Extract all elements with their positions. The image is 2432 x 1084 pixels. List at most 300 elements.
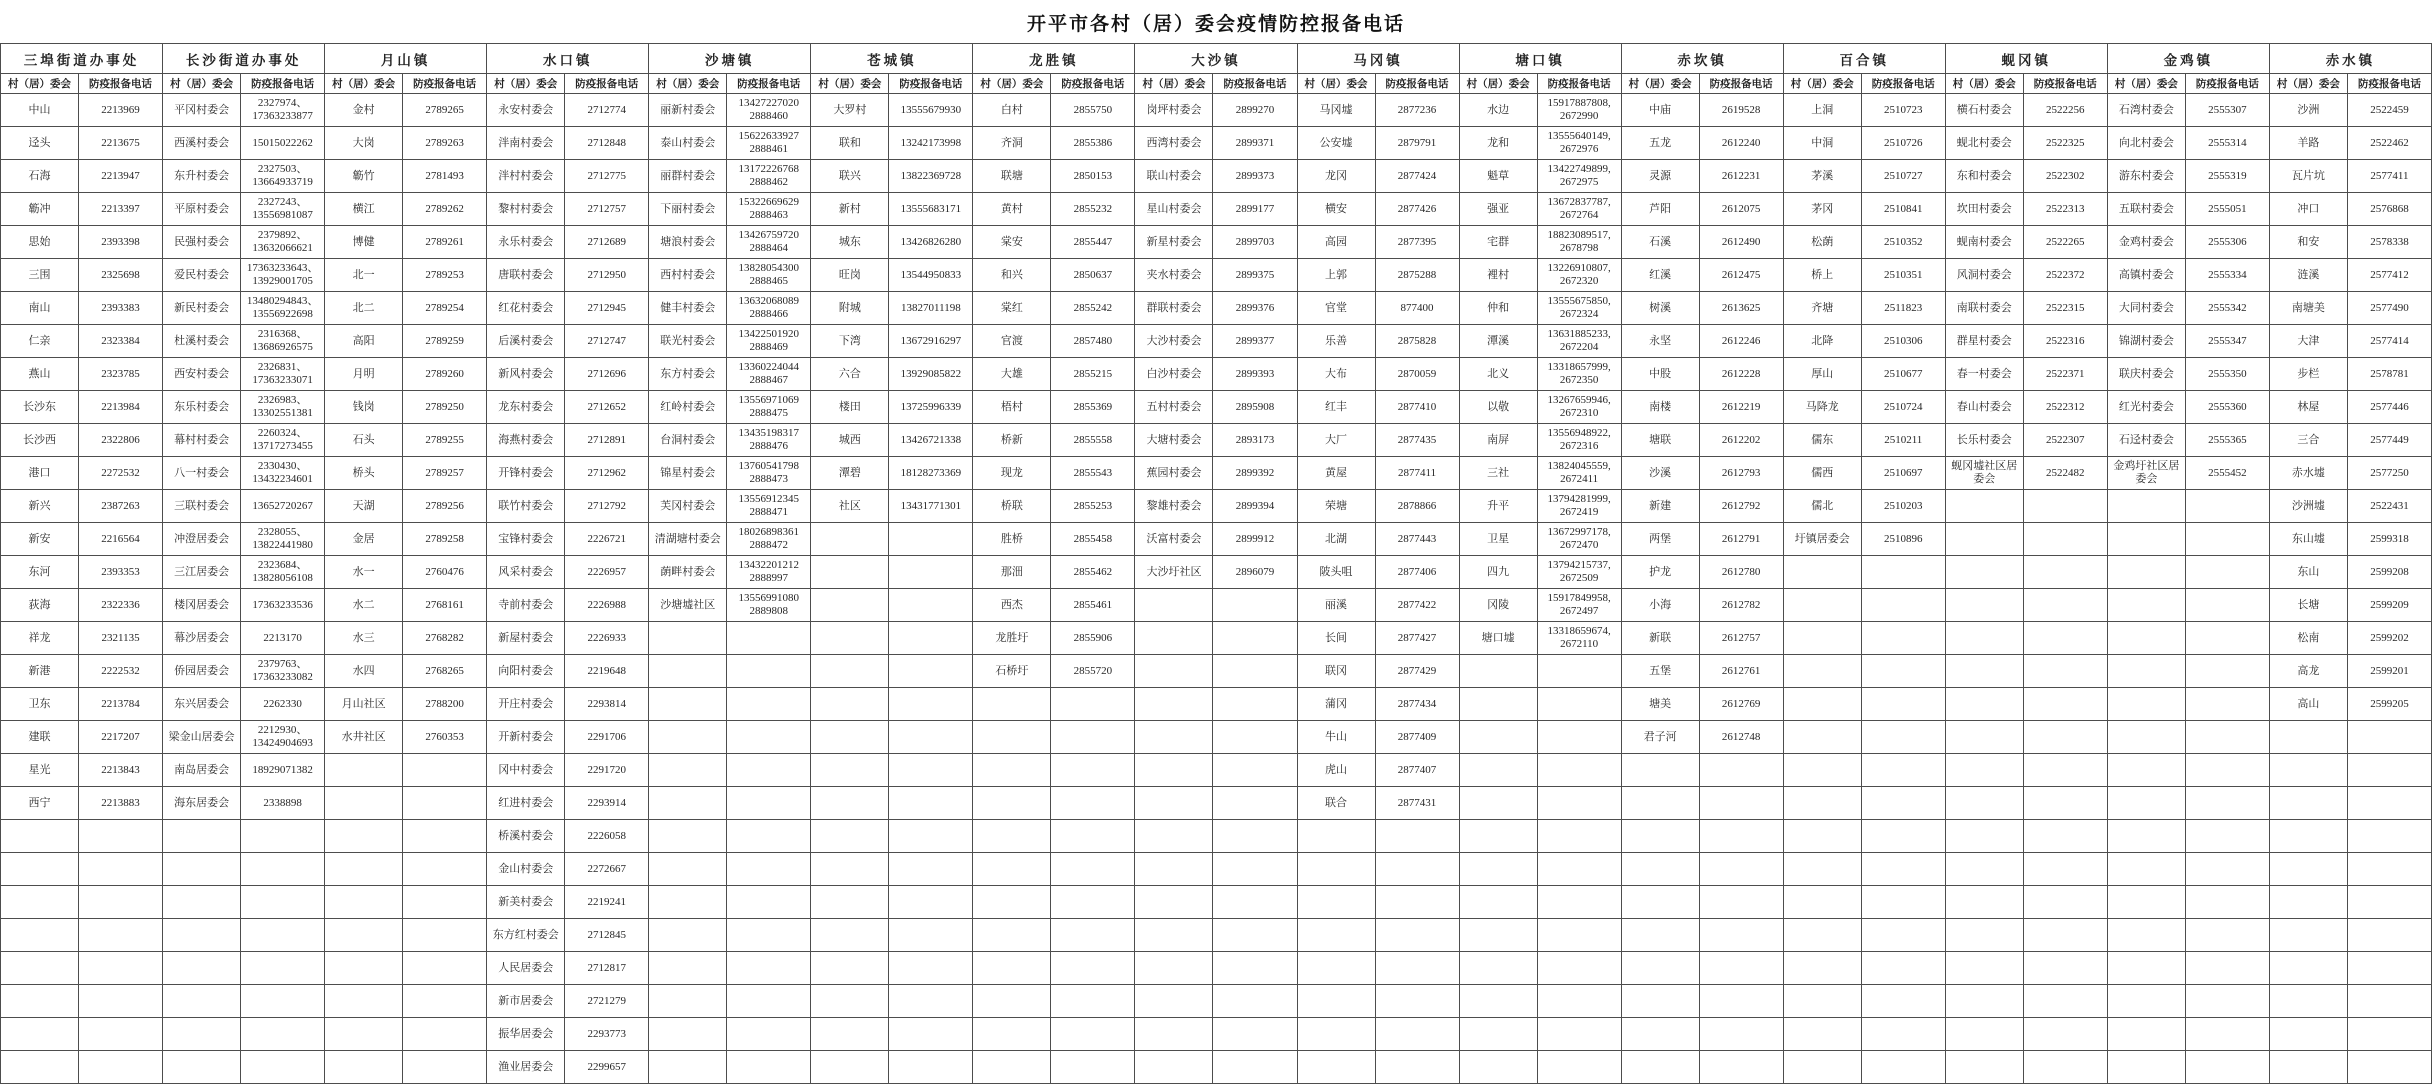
phone-cell: 2789263	[403, 127, 487, 160]
village-cell: 红进村委会	[487, 787, 565, 820]
phone-column-header: 防疫报备电话	[2023, 74, 2107, 94]
village-cell: 月明	[325, 358, 403, 391]
phone-cell: 2712652	[565, 391, 649, 424]
village-cell: 新联	[1621, 622, 1699, 655]
village-cell	[325, 853, 403, 886]
phone-cell	[403, 820, 487, 853]
table-row	[1, 160, 2432, 193]
phone-cell: 2612475	[1699, 259, 1783, 292]
phone-cell: 2327243、13556981087	[241, 193, 325, 226]
phone-cell: 2226988	[565, 589, 649, 622]
phone-cell: 2213784	[79, 688, 163, 721]
village-cell: 金山村委会	[487, 853, 565, 886]
village-cell	[325, 919, 403, 952]
phone-cell	[1375, 1018, 1459, 1051]
phone-cell	[1699, 820, 1783, 853]
village-cell	[1459, 787, 1537, 820]
village-cell: 步栏	[2269, 358, 2347, 391]
village-cell	[1, 952, 79, 985]
phone-cell: 2877407	[1375, 754, 1459, 787]
village-cell: 新建	[1621, 490, 1699, 523]
village-cell: 新风村委会	[487, 358, 565, 391]
table-row	[1, 226, 2432, 259]
village-cell	[973, 688, 1051, 721]
phone-cell	[1861, 820, 1945, 853]
village-cell: 四九	[1459, 556, 1537, 589]
village-cell	[973, 853, 1051, 886]
phone-cell: 2393398	[79, 226, 163, 259]
village-cell: 石溪	[1621, 226, 1699, 259]
phone-cell	[403, 853, 487, 886]
phone-cell: 2393383	[79, 292, 163, 325]
table-row	[1, 556, 2432, 589]
village-cell: 联庆村委会	[2107, 358, 2185, 391]
village-cell	[163, 985, 241, 1018]
phone-cell	[1375, 886, 1459, 919]
table-row	[1, 622, 2432, 655]
village-cell: 下丽村委会	[649, 193, 727, 226]
village-cell: 官渡	[973, 325, 1051, 358]
phone-cell: 2316368、13686926575	[241, 325, 325, 358]
phone-cell: 2789253	[403, 259, 487, 292]
village-cell: 新屋村委会	[487, 622, 565, 655]
phone-cell: 2338898	[241, 787, 325, 820]
phone-column-header: 防疫报备电话	[79, 74, 163, 94]
phone-cell	[241, 919, 325, 952]
phone-cell: 13632068089 2888466	[727, 292, 811, 325]
phone-cell	[1861, 721, 1945, 754]
village-cell	[325, 952, 403, 985]
table-row	[1, 94, 2432, 127]
phone-cell: 2768282	[403, 622, 487, 655]
village-cell: 石海	[1, 160, 79, 193]
village-cell	[1945, 985, 2023, 1018]
phone-cell	[1537, 853, 1621, 886]
phone-cell: 2522482	[2023, 457, 2107, 490]
committee-column-header: 村（居）委会	[973, 74, 1051, 94]
village-cell: 杜溪村委会	[163, 325, 241, 358]
phone-cell: 2522462	[2347, 127, 2431, 160]
phone-cell	[1861, 556, 1945, 589]
phone-cell: 2712757	[565, 193, 649, 226]
table-row	[1, 358, 2432, 391]
village-cell	[2269, 754, 2347, 787]
village-cell	[1945, 919, 2023, 952]
phone-column-header: 防疫报备电话	[2347, 74, 2431, 94]
phone-cell	[2185, 622, 2269, 655]
village-cell	[1459, 820, 1537, 853]
village-cell: 三围	[1, 259, 79, 292]
phone-cell	[2347, 919, 2431, 952]
village-cell	[1945, 820, 2023, 853]
phone-cell	[1537, 721, 1621, 754]
phone-cell: 2789257	[403, 457, 487, 490]
village-cell	[1135, 688, 1213, 721]
phone-cell: 2293814	[565, 688, 649, 721]
phone-cell: 2393353	[79, 556, 163, 589]
village-cell: 桥新	[973, 424, 1051, 457]
village-cell: 幕沙居委会	[163, 622, 241, 655]
village-cell: 向阳村委会	[487, 655, 565, 688]
phone-cell: 2712696	[565, 358, 649, 391]
village-cell: 棠安	[973, 226, 1051, 259]
village-cell	[2107, 556, 2185, 589]
phone-cell	[1213, 952, 1297, 985]
phone-cell: 2213397	[79, 193, 163, 226]
village-cell: 乐善	[1297, 325, 1375, 358]
village-cell: 那沺	[973, 556, 1051, 589]
village-cell	[811, 1018, 889, 1051]
village-cell	[1297, 853, 1375, 886]
village-cell: 联合	[1297, 787, 1375, 820]
village-cell: 西杰	[973, 589, 1051, 622]
phone-cell: 2789254	[403, 292, 487, 325]
village-cell	[1621, 754, 1699, 787]
village-cell	[1135, 721, 1213, 754]
phone-cell: 13794281999, 2672419	[1537, 490, 1621, 523]
phone-cell: 13426759720 2888464	[727, 226, 811, 259]
phone-cell: 13556991080 2889808	[727, 589, 811, 622]
phone-cell	[1213, 721, 1297, 754]
phone-cell	[1537, 886, 1621, 919]
village-cell: 南塘美	[2269, 292, 2347, 325]
phone-cell	[403, 754, 487, 787]
village-cell: 城西	[811, 424, 889, 457]
village-cell	[325, 886, 403, 919]
village-cell: 六合	[811, 358, 889, 391]
village-cell: 南山	[1, 292, 79, 325]
village-cell: 陂头咀	[1297, 556, 1375, 589]
village-cell	[811, 787, 889, 820]
phone-cell: 2896079	[1213, 556, 1297, 589]
table-row	[1, 952, 2432, 985]
phone-cell: 2522302	[2023, 160, 2107, 193]
village-cell: 北一	[325, 259, 403, 292]
village-cell: 潭溪	[1459, 325, 1537, 358]
phone-cell	[1537, 985, 1621, 1018]
village-cell: 侨园居委会	[163, 655, 241, 688]
phone-cell	[889, 853, 973, 886]
village-cell: 现龙	[973, 457, 1051, 490]
phone-cell: 2213947	[79, 160, 163, 193]
village-cell	[163, 919, 241, 952]
phone-cell: 2522371	[2023, 358, 2107, 391]
phone-cell: 2877427	[1375, 622, 1459, 655]
phone-cell	[1537, 688, 1621, 721]
phone-cell: 2855558	[1051, 424, 1135, 457]
village-cell: 冈陵	[1459, 589, 1537, 622]
phone-cell: 2877406	[1375, 556, 1459, 589]
village-cell	[163, 952, 241, 985]
village-cell	[649, 787, 727, 820]
phone-cell: 2712817	[565, 952, 649, 985]
phone-cell	[1213, 622, 1297, 655]
village-cell	[1297, 820, 1375, 853]
phone-cell: 2721279	[565, 985, 649, 1018]
phone-cell: 2612793	[1699, 457, 1783, 490]
village-cell: 三合	[2269, 424, 2347, 457]
town-header-3: 水口镇	[487, 44, 649, 74]
village-cell	[1621, 820, 1699, 853]
village-cell: 松南	[2269, 622, 2347, 655]
village-cell: 海燕村委会	[487, 424, 565, 457]
phone-cell: 2875828	[1375, 325, 1459, 358]
phone-cell	[727, 622, 811, 655]
phone-cell: 2613625	[1699, 292, 1783, 325]
table-row	[1, 754, 2432, 787]
village-cell	[2107, 589, 2185, 622]
phone-cell	[79, 985, 163, 1018]
phone-cell: 2788200	[403, 688, 487, 721]
village-cell: 楼冈居委会	[163, 589, 241, 622]
phone-cell: 2522372	[2023, 259, 2107, 292]
village-cell: 联兴	[811, 160, 889, 193]
phone-cell	[1051, 952, 1135, 985]
village-cell	[811, 556, 889, 589]
phone-cell: 2855458	[1051, 523, 1135, 556]
phone-cell	[2185, 589, 2269, 622]
village-cell	[1135, 985, 1213, 1018]
village-cell: 中洞	[1783, 127, 1861, 160]
village-cell	[163, 1018, 241, 1051]
village-cell: 高山	[2269, 688, 2347, 721]
village-cell: 天湖	[325, 490, 403, 523]
phone-cell: 2293914	[565, 787, 649, 820]
phone-cell: 2577490	[2347, 292, 2431, 325]
phone-cell	[889, 985, 973, 1018]
village-cell: 联冈	[1297, 655, 1375, 688]
village-cell: 大津	[2269, 325, 2347, 358]
phone-cell: 2899375	[1213, 259, 1297, 292]
village-cell: 金鸡村委会	[2107, 226, 2185, 259]
village-cell: 泰山村委会	[649, 127, 727, 160]
phone-cell: 2510677	[1861, 358, 1945, 391]
village-cell: 幕村村委会	[163, 424, 241, 457]
phone-cell: 18128273369	[889, 457, 973, 490]
village-cell: 岗坪村委会	[1135, 94, 1213, 127]
table-row	[1, 919, 2432, 952]
phone-cell	[241, 820, 325, 853]
village-cell	[1945, 1018, 2023, 1051]
phone-cell: 2855543	[1051, 457, 1135, 490]
phone-cell	[727, 1051, 811, 1084]
village-cell	[973, 1051, 1051, 1084]
village-cell	[1783, 754, 1861, 787]
phone-cell	[1537, 1051, 1621, 1084]
phone-cell: 13431771301	[889, 490, 973, 523]
village-cell: 春山村委会	[1945, 391, 2023, 424]
village-cell: 联光村委会	[649, 325, 727, 358]
phone-cell	[1051, 721, 1135, 754]
phone-cell: 13426721338	[889, 424, 973, 457]
phone-cell: 2612240	[1699, 127, 1783, 160]
phone-cell: 2612792	[1699, 490, 1783, 523]
phone-cell	[79, 919, 163, 952]
phone-cell: 2510896	[1861, 523, 1945, 556]
phone-cell: 2850637	[1051, 259, 1135, 292]
phone-cell: 2612761	[1699, 655, 1783, 688]
phone-cell: 2877435	[1375, 424, 1459, 457]
phone-cell: 2555452	[2185, 457, 2269, 490]
village-cell	[2269, 985, 2347, 1018]
phone-cell: 2555350	[2185, 358, 2269, 391]
phone-cell: 13172226768 2888462	[727, 160, 811, 193]
village-cell	[811, 523, 889, 556]
village-cell: 锦湖村委会	[2107, 325, 2185, 358]
phone-cell: 2555334	[2185, 259, 2269, 292]
village-cell	[1135, 754, 1213, 787]
village-cell	[811, 688, 889, 721]
phone-cell: 15622633927 2888461	[727, 127, 811, 160]
village-cell: 荻海	[1, 589, 79, 622]
village-cell: 爱民村委会	[163, 259, 241, 292]
phone-cell: 2789262	[403, 193, 487, 226]
phone-cell: 2599201	[2347, 655, 2431, 688]
phone-cell	[1051, 787, 1135, 820]
village-cell: 健丰村委会	[649, 292, 727, 325]
village-cell: 中山	[1, 94, 79, 127]
phone-cell: 18929071382	[241, 754, 325, 787]
phone-cell: 2899392	[1213, 457, 1297, 490]
village-cell	[1783, 952, 1861, 985]
town-header-1: 长沙街道办事处	[163, 44, 325, 74]
phone-cell	[1051, 1051, 1135, 1084]
phone-cell	[2023, 1051, 2107, 1084]
phone-cell: 18026898361 2888472	[727, 523, 811, 556]
phone-cell	[1213, 853, 1297, 886]
phone-cell	[2185, 556, 2269, 589]
village-cell: 三江居委会	[163, 556, 241, 589]
phone-cell: 2612219	[1699, 391, 1783, 424]
table-row	[1, 853, 2432, 886]
phone-cell: 2612782	[1699, 589, 1783, 622]
table-row	[1, 1051, 2432, 1084]
village-cell: 羊路	[2269, 127, 2347, 160]
phone-cell	[1213, 985, 1297, 1018]
phone-cell: 2855386	[1051, 127, 1135, 160]
phone-cell: 2213969	[79, 94, 163, 127]
phone-cell: 2712792	[565, 490, 649, 523]
village-cell: 芦阳	[1621, 193, 1699, 226]
phone-cell: 2578781	[2347, 358, 2431, 391]
town-header-10: 赤坎镇	[1621, 44, 1783, 74]
phone-cell: 2522316	[2023, 325, 2107, 358]
phone-cell: 2712950	[565, 259, 649, 292]
village-cell	[649, 853, 727, 886]
phone-cell: 2712774	[565, 94, 649, 127]
village-cell: 大沙圩社区	[1135, 556, 1213, 589]
village-cell	[1459, 919, 1537, 952]
village-cell: 五联村委会	[2107, 193, 2185, 226]
phone-cell	[241, 1018, 325, 1051]
village-cell: 塘联	[1621, 424, 1699, 457]
phone-cell: 13760541798 2888473	[727, 457, 811, 490]
village-cell	[1783, 688, 1861, 721]
phone-cell: 2555347	[2185, 325, 2269, 358]
village-cell	[973, 787, 1051, 820]
village-cell	[1783, 886, 1861, 919]
phone-cell: 2260324、13717273455	[241, 424, 325, 457]
phone-cell	[1861, 919, 1945, 952]
village-cell	[1459, 985, 1537, 1018]
table-row	[1, 523, 2432, 556]
village-cell	[325, 787, 403, 820]
village-cell: 黎雄村委会	[1135, 490, 1213, 523]
phone-cell: 2577414	[2347, 325, 2431, 358]
phone-cell: 2219648	[565, 655, 649, 688]
village-cell: 唐联村委会	[487, 259, 565, 292]
phone-cell	[2347, 853, 2431, 886]
phone-cell	[727, 688, 811, 721]
village-cell	[649, 1018, 727, 1051]
village-cell: 梧村	[973, 391, 1051, 424]
phone-cell: 13267659946, 2672310	[1537, 391, 1621, 424]
village-cell	[1945, 1051, 2023, 1084]
phone-cell	[79, 886, 163, 919]
phone-cell	[241, 886, 325, 919]
committee-column-header: 村（居）委会	[1, 74, 79, 94]
phone-cell: 13422749899, 2672975	[1537, 160, 1621, 193]
phone-cell: 2299657	[565, 1051, 649, 1084]
village-cell: 红光村委会	[2107, 391, 2185, 424]
village-cell: 簕竹	[325, 160, 403, 193]
village-cell: 东兴居委会	[163, 688, 241, 721]
village-cell	[1783, 787, 1861, 820]
village-cell	[649, 919, 727, 952]
phone-cell	[79, 952, 163, 985]
committee-column-header: 村（居）委会	[2269, 74, 2347, 94]
phone-cell	[1213, 787, 1297, 820]
phone-cell: 2619528	[1699, 94, 1783, 127]
village-cell: 楼田	[811, 391, 889, 424]
village-cell: 游东村委会	[2107, 160, 2185, 193]
phone-cell: 15917849958, 2672497	[1537, 589, 1621, 622]
village-cell	[2107, 1051, 2185, 1084]
phone-cell: 2213675	[79, 127, 163, 160]
table-row	[1, 721, 2432, 754]
village-cell	[2107, 688, 2185, 721]
table-row	[1, 688, 2432, 721]
village-cell	[811, 952, 889, 985]
village-cell	[649, 688, 727, 721]
phone-cell: 17363233643、13929001705	[241, 259, 325, 292]
phone-cell	[2347, 820, 2431, 853]
village-cell: 齐洞	[973, 127, 1051, 160]
phone-cell: 2599208	[2347, 556, 2431, 589]
village-cell: 锦星村委会	[649, 457, 727, 490]
phone-cell	[403, 787, 487, 820]
village-cell: 寺前村委会	[487, 589, 565, 622]
phone-cell	[889, 754, 973, 787]
village-cell: 联山村委会	[1135, 160, 1213, 193]
village-cell: 永乐村委会	[487, 226, 565, 259]
phone-cell: 2877409	[1375, 721, 1459, 754]
phone-cell: 2576868	[2347, 193, 2431, 226]
phone-cell: 2599205	[2347, 688, 2431, 721]
village-cell	[2107, 886, 2185, 919]
village-cell: 向北村委会	[2107, 127, 2185, 160]
village-cell	[973, 919, 1051, 952]
phone-cell	[1051, 754, 1135, 787]
village-cell: 横石村委会	[1945, 94, 2023, 127]
village-cell: 大沙村委会	[1135, 325, 1213, 358]
phone-cell: 2877426	[1375, 193, 1459, 226]
village-cell: 中股	[1621, 358, 1699, 391]
phone-cell: 2855369	[1051, 391, 1135, 424]
village-cell: 东方村委会	[649, 358, 727, 391]
phone-cell: 13794215737, 2672509	[1537, 556, 1621, 589]
phone-cell: 2789255	[403, 424, 487, 457]
